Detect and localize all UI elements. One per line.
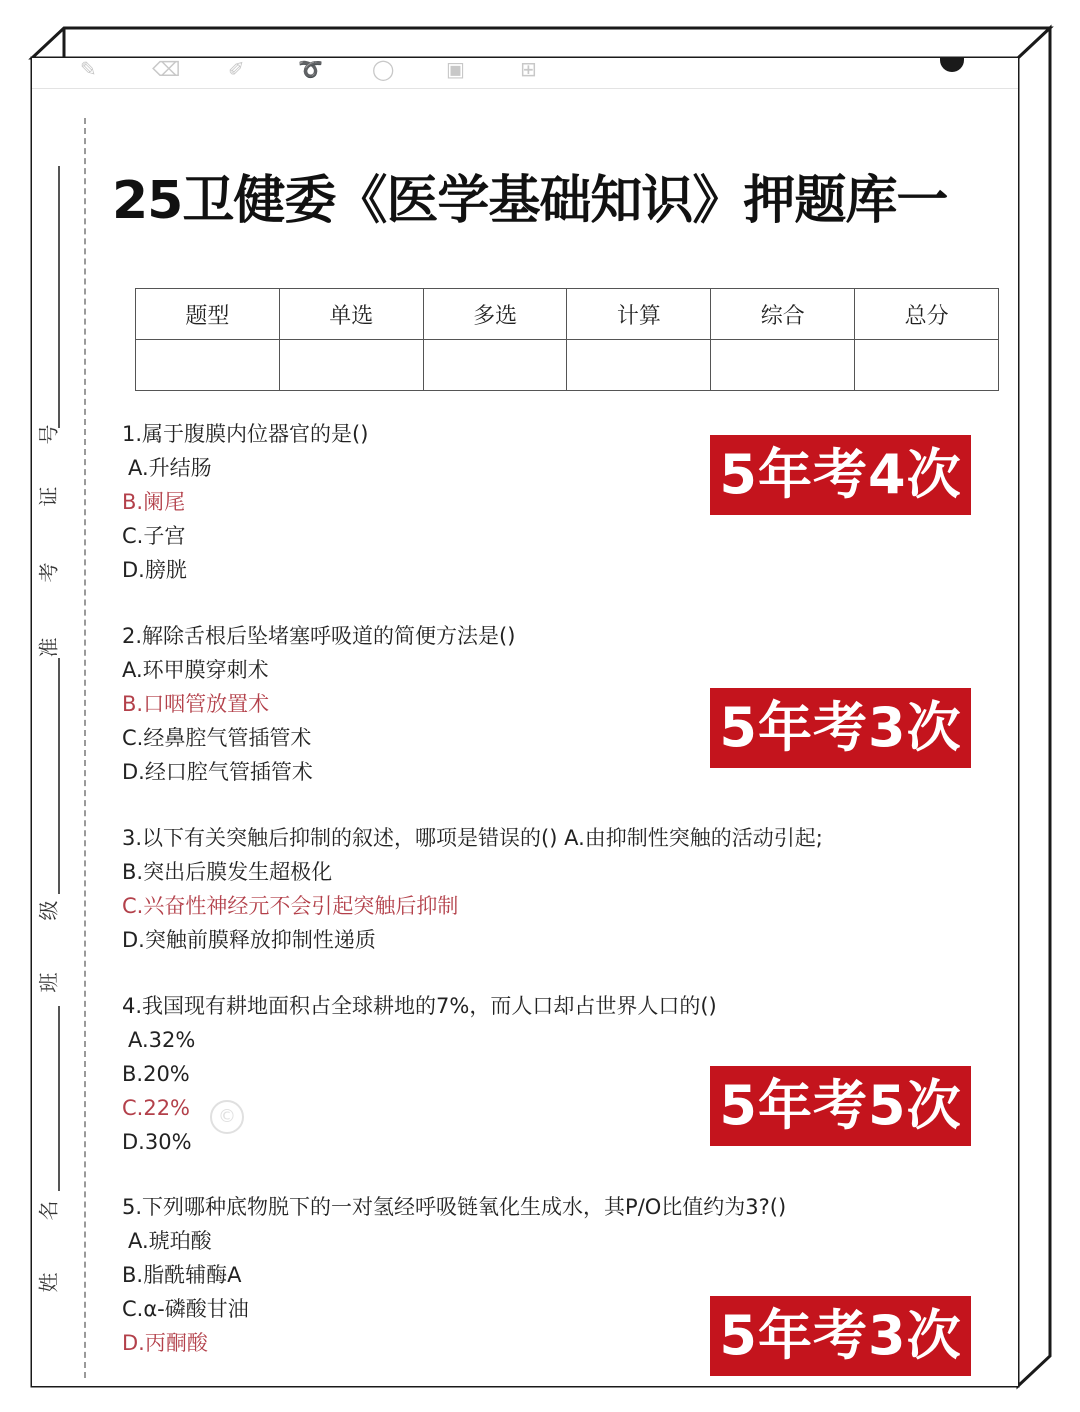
option-d[interactable]: D.30%	[122, 1130, 192, 1154]
option-b[interactable]: B.脂酰辅酶A	[122, 1263, 242, 1287]
option-a[interactable]: A.琥珀酸	[128, 1229, 212, 1253]
text-box-icon[interactable]: ⊞	[520, 58, 537, 81]
score-header-cell: 综合	[711, 289, 855, 340]
score-header-cell: 计算	[567, 289, 711, 340]
score-header-cell: 总分	[855, 289, 999, 340]
score-value-cell[interactable]	[855, 340, 999, 391]
option-a[interactable]: A.环甲膜穿刺术	[122, 658, 269, 682]
question-stem: 4.我国现有耕地面积占全球耕地的7%，而人口却占世界人口的()	[122, 994, 717, 1018]
margin-label: 证	[36, 486, 61, 507]
score-table-value-row	[136, 340, 999, 391]
frequency-badge: 5年考4次	[710, 435, 971, 515]
question-stem: 2.解除舌根后坠堵塞呼吸道的简便方法是()	[122, 624, 516, 648]
question-1	[122, 417, 368, 587]
score-value-cell[interactable]	[567, 340, 711, 391]
option-b-correct[interactable]: B.阑尾	[122, 490, 186, 514]
margin-label: 考	[36, 562, 61, 583]
score-table-header-row	[136, 289, 999, 340]
question-2	[122, 619, 515, 789]
score-header-cell: 题型	[136, 289, 280, 340]
option-b[interactable]: B.突出后膜发生超极化	[122, 860, 333, 884]
score-header-cell: 单选	[279, 289, 423, 340]
frequency-badge: 5年考3次	[710, 1296, 971, 1376]
record-icon[interactable]	[940, 58, 964, 72]
binding-dashed-line	[84, 118, 86, 1378]
highlighter-icon[interactable]: ✐	[228, 58, 245, 81]
score-value-cell[interactable]	[279, 340, 423, 391]
option-c-correct[interactable]: C.兴奋性神经元不会引起突触后抑制	[122, 894, 459, 918]
page-title: 25卫健委《医学基础知识》押题库一	[112, 171, 948, 231]
option-d[interactable]: D.经口腔气管插管术	[122, 760, 313, 784]
option-a[interactable]: A.32%	[128, 1028, 196, 1052]
option-d[interactable]: D.突触前膜释放抑制性递质	[122, 928, 376, 952]
score-value-cell[interactable]	[423, 340, 567, 391]
lasso-icon[interactable]: ➰	[298, 58, 323, 81]
margin-underline	[58, 658, 60, 894]
pen-icon[interactable]: ✎	[80, 58, 97, 81]
score-value-cell[interactable]	[136, 340, 280, 391]
margin-label: 准	[36, 637, 61, 658]
annotation-toolbar	[32, 58, 1018, 89]
score-table	[135, 288, 999, 391]
margin-label: 名	[36, 1200, 61, 1221]
question-stem: 1.属于腹膜内位器官的是()	[122, 422, 369, 446]
question-4	[122, 989, 717, 1159]
exam-page	[32, 58, 1018, 1386]
margin-label: 姓	[36, 1272, 61, 1293]
option-c[interactable]: C.经鼻腔气管插管术	[122, 726, 312, 750]
question-stem: 3.以下有关突触后抑制的叙述，哪项是错误的() A.由抑制性突触的活动引起;	[122, 826, 823, 850]
option-c-correct[interactable]: C.22%	[122, 1096, 191, 1120]
margin-underline	[58, 1006, 60, 1191]
question-stem: 5.下列哪种底物脱下的一对氢经呼吸链氧化生成水，其P/O比值约为3?()	[122, 1195, 787, 1219]
margin-underline	[58, 166, 60, 428]
image-icon[interactable]: ▣	[446, 58, 465, 81]
option-c[interactable]: C.α-磷酸甘油	[122, 1297, 249, 1321]
option-b[interactable]: B.20%	[122, 1062, 190, 1086]
eraser-icon[interactable]: ⌫	[152, 58, 181, 81]
option-b-correct[interactable]: B.口咽管放置术	[122, 692, 270, 716]
shape-icon[interactable]: ◯	[372, 58, 395, 81]
score-value-cell[interactable]	[711, 340, 855, 391]
score-header-cell: 多选	[423, 289, 567, 340]
question-3	[122, 821, 823, 957]
copyright-watermark-icon: ©	[210, 1100, 244, 1134]
margin-label: 级	[36, 900, 61, 921]
option-d[interactable]: D.膀胱	[122, 558, 187, 582]
question-5	[122, 1190, 786, 1360]
frequency-badge: 5年考3次	[710, 688, 971, 768]
option-c[interactable]: C.子宫	[122, 524, 186, 548]
margin-label: 号	[36, 424, 61, 445]
margin-label: 班	[36, 972, 61, 993]
option-a[interactable]: A.升结肠	[128, 456, 212, 480]
frequency-badge: 5年考5次	[710, 1066, 971, 1146]
option-d-correct[interactable]: D.丙酮酸	[122, 1331, 208, 1355]
